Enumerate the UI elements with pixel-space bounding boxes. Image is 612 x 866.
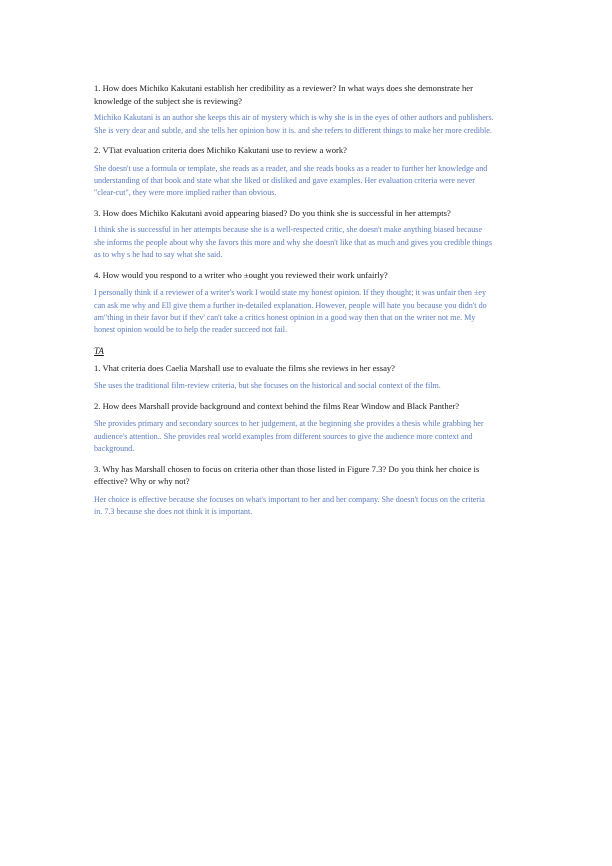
- qa-block: [94, 144, 494, 200]
- qa-block: [94, 362, 494, 393]
- answer-text: Her choice is effective because she focuses on what's important to her and her company. She doesn't focus on the criteria in. 7.3 because she does not think it is important.: [94, 494, 485, 517]
- answer-text: I think she is successful in her attempts because she is a well-respected critic, she doesn't make anything biased because she informs the people about why she favors this more and why she doesn't like that as much and gives you credible things as to why s he had to say what she said.: [94, 225, 492, 260]
- qa-block: [94, 82, 494, 137]
- question-text: 3. Why has Marshall chosen to focus on criteria other than those listed in Figure 7.3? Do you think her choice is effective? Why or why not?: [94, 463, 480, 487]
- question-text: 1. How does Michiko Kakutani establish her credibility as a reviewer? In what ways does she demonstrate her knowledge of the subject she is reviewing?: [94, 83, 473, 106]
- qa-block: [94, 207, 494, 262]
- qa-block: [94, 463, 494, 519]
- answer-text: She uses the traditional film-review criteria, but she focuses on the historical and social context of the film.: [94, 381, 441, 391]
- answer-text: I personally think if a reviewer of a writer's work I would state my honest opinion. If they thought; it was unfair then ±ey can ask me why and Ell give them a further in-detailed explanation. However, people will hate you because you didn't do am"thing in their favor but if thev' can't take a critics honest opinion in a good way then that on the writer not me. My honest opinion would be to help the reader succeed not fail.: [94, 288, 487, 335]
- answer-text: Michiko Kakutani is an author she keeps this air of mystery which is why she is in the eyes of other authors and publishers. She is very dear and subtle, and she tells her opinion how it is. and she refers to different things to make her more credible.: [94, 113, 494, 135]
- answer-text: She doesn't use a formula or template, she reads as a reader, and she reads books as a reader to further her knowledge and understanding of that book and state what she liked or disliked and gave examples. Her evaluation criteria were never "clear-cut", they were more implied rather than obvious.: [94, 163, 488, 198]
- qa-block: [94, 400, 494, 456]
- question-text: 3. How does Michiko Kakutani avoid appearing biased? Do you think she is successful in her attempts?: [94, 207, 451, 218]
- qa-block: [94, 269, 494, 337]
- question-text: 2. How dees Marshall provide background and context behind the films Rear Window and Black Panther?: [94, 400, 460, 411]
- question-text: 2. VTiat evaluation criteria does Michiko Kakutani use to review a work?: [94, 145, 347, 155]
- answer-text: She provides primary and secondary sources to her judgement, at the beginning she provides a thesis while grabbing her audience's attention.. She provides real world examples from different sources to give the audience more context and background.: [94, 419, 484, 454]
- question-text: 4. How would you respond to a writer who ±ought you reviewed their work unfairly?: [94, 269, 388, 280]
- section-label: TA: [94, 345, 104, 356]
- question-text: 1. Vhat criteria does Caelia Marshall use to evaluate the films she reviews in her essay?: [94, 362, 395, 373]
- document-page: [94, 82, 494, 519]
